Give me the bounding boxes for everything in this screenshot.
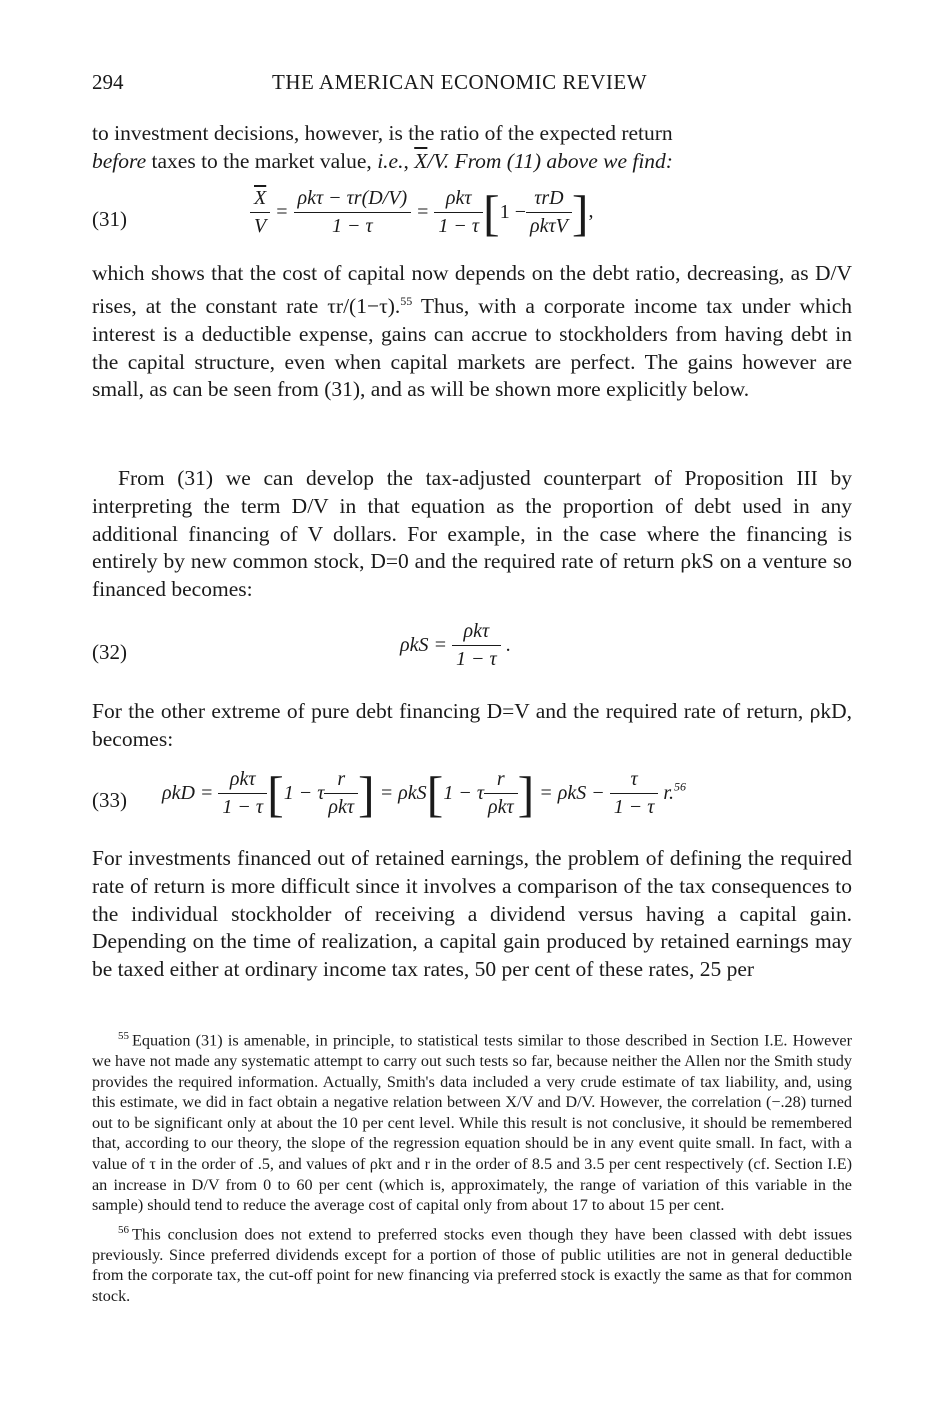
- equation-31: $\frac{\overline{X}}{V}$ = $\frac{\text{ρkτ − τr(D/V)}}{1 - \tau}$ = $\frac{\text{ρkτ}}{1 - \tau}$ [1 − $\frac{\text{τrD}}{\text{ρkτV}}$ ],: [250, 187, 594, 238]
- para5-text: For investments financed out of retained earnings, the problem of defining the required rate of return is more difficult since it involves a comparison of the tax consequences to the individual stockholder of receiving a dividend versus having a capital gain. Depending on the time of realization, a capital gain produced by retained earnings may be taxed either at ordinary income tax rates, 50 per cent of these rates, 25 per: [92, 846, 852, 982]
- eq31-mid-fraction: $\frac{\text{ρkτ − τr(D/V)}}{1 - \tau}$: [294, 187, 412, 238]
- para1-line1: to investment decisions, however, is the ratio of the expected return: [92, 121, 673, 145]
- paragraph-5: [92, 845, 852, 984]
- paragraph-1: [92, 120, 852, 176]
- para1-line2-f: /V. From (11) above we find:: [427, 148, 673, 173]
- page-header: [92, 70, 852, 106]
- footnote-55: $^{55}$ Equation (31) is amenable, in principle, to statistical tests similar to those described in Section I.E. However we have not made any systematic attempt to carry out such tests so far, because neither the Allen nor the Smith study provides the required information. Actually, Smith's data included a very crude estimate of tax liability, and, using this estimate, we did in fact obtain a negative relation between X/V and D/V. However, the correlation (−.28) turned out to be significant only at about the 10 per cent level. While this result is not conclusive, it should be remembered that, according to our theory, the slope of the regression equation should be in any event quite small. In fact, with a value of τ in the order of .5, and values of ρkτ and r in the order of 8.5 and 3.5 per cent respectively (cf. Section I.E) an increase in D/V from 0 to 60 per cent (which is, approximately, the range of variation of this variable in the sample) should tend to reduce the average cost of capital only from about 17 to about 15 per cent.: [92, 1030, 852, 1215]
- equation-32-label: (32): [92, 640, 127, 664]
- eq31-rhs-fraction: $\frac{\text{ρkτ}}{1 - \tau}$: [434, 187, 483, 238]
- footnote-ref-55: 55: [400, 293, 413, 308]
- footnote-56: $^{56}$ This conclusion does not extend to preferred stocks even though they have been classed with debt issues previously. Since preferred dividends except for a portion of those of public utilities are not in general deductible from the corporate tax, the cut-off point for new financing via preferred stock is exactly the same as that for common stock.: [92, 1223, 852, 1305]
- emphasis-before: before: [92, 148, 147, 173]
- eq32-fraction: $\frac{\text{ρkτ}}{1 - \tau}$: [452, 620, 501, 671]
- equation-32: ρkS = $\frac{\text{ρkτ}}{1 - \tau}$ .: [400, 620, 511, 670]
- footnotes: [92, 1026, 852, 1307]
- equation-31-label: (31): [92, 207, 127, 231]
- para1-line2-d: ,: [403, 148, 415, 173]
- journal-title: THE AMERICAN ECONOMIC REVIEW: [272, 70, 648, 94]
- eq33-fraction-4: $\frac{\tau}{1 - \tau}$: [610, 768, 659, 819]
- paragraph-4: [92, 698, 852, 754]
- emphasis-ie: i.e.: [377, 148, 404, 173]
- x-bar: $\overline{X}$: [414, 148, 428, 173]
- eq31-lhs-fraction: $\frac{\overline{X}}{V}$: [250, 187, 270, 238]
- para2-text: which shows that the cost of capital now depends on the debt ratio, decreasing, as D/V rises, at the constant rate τr/(1−τ).: [92, 261, 852, 318]
- equation-33: ρkD = $\frac{\text{ρkτ}}{1 - \tau}$ [1 − τ $\frac{r}{\text{ρkτ}}$ ] = ρkS[1 − τ $\frac{r}{\text{ρkτ}}$ ] = ρkS − $\frac{\tau}{1 - \tau}$ r.$^{56}$: [162, 765, 686, 822]
- para3-text: From (31) we can develop the tax-adjusted counterpart of Proposition III by interpreting the term D/V in that equation as the proportion of debt used in any additional financing of V dollars. For example, in the case where the financing is entirely by new common stock, D=0 and the required rate of return ρkS on a venture so financed becomes:: [92, 466, 852, 602]
- para4-text: For the other extreme of pure debt financing D=V and the required rate of return, ρkD, becomes:: [92, 699, 852, 751]
- paragraph-3: [92, 465, 852, 604]
- page-number: 294: [92, 70, 124, 94]
- paragraph-2: [92, 260, 852, 404]
- eq33-fraction-2: $\frac{r}{\text{ρkτ}}$: [324, 768, 358, 819]
- eq31-bracket-fraction: $\frac{\text{τrD}}{\text{ρkτV}}$: [526, 187, 572, 238]
- eq33-fraction-1: $\frac{\text{ρkτ}}{1 - \tau}$: [218, 768, 267, 819]
- footnote-ref-56: 56: [673, 779, 686, 794]
- para2-rest: Thus, with a corporate income tax under which interest is a deductible expense, gains can accrue to stockholders from having debt in the capital structure, even when capital markets are perfect. The gains however are small, as can be seen from (31), and as will be shown more explicitly below.: [92, 293, 853, 402]
- equation-33-label: (33): [92, 788, 127, 812]
- para1-line2-b: taxes to the market value,: [146, 148, 378, 173]
- eq33-fraction-3: $\frac{r}{\text{ρkτ}}$: [484, 768, 518, 819]
